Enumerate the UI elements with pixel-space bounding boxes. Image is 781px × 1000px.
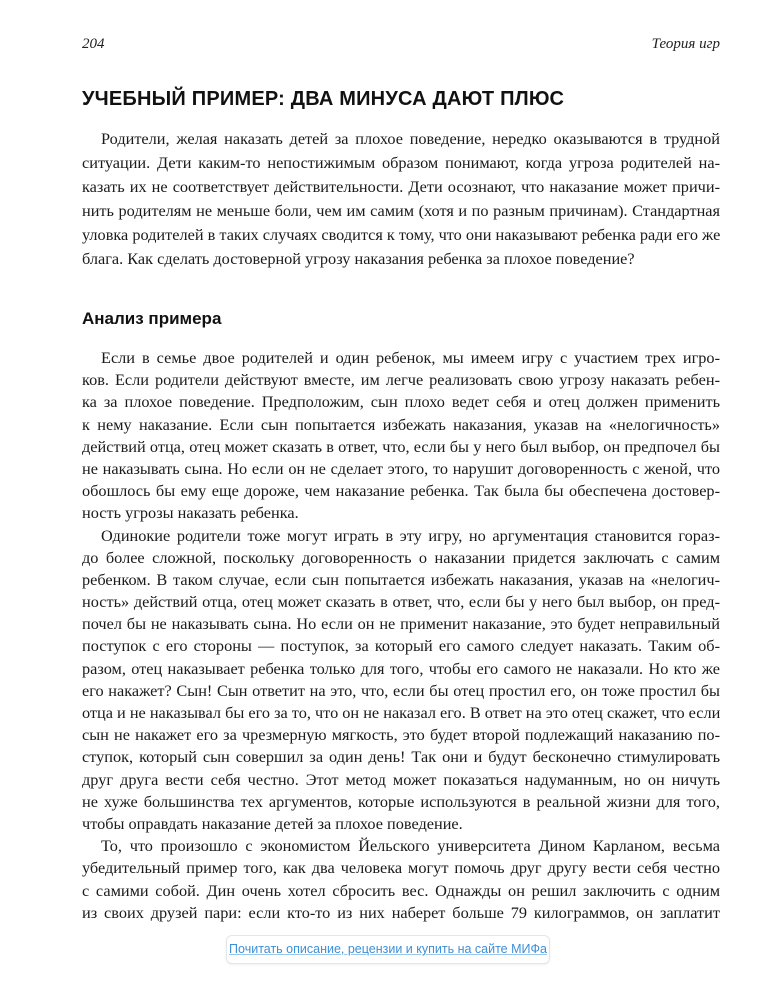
text-line: Родители, желая наказать детей за плохое поведение, нередко оказываются в трудной xyxy=(101,129,720,148)
analysis-section xyxy=(82,347,720,924)
text-line: сын не накажет его за чрезмерную мягкость, это будет второй подлежащий наказанию по- xyxy=(82,725,720,745)
text-line: его накажет? Сын! Сын ответит на это, что, если бы отец простил его, он тоже простил бы xyxy=(82,680,720,700)
text-line: из своих друзей пари: если кто-то из них наберет больше 79 килограммов, он заплатит xyxy=(82,902,720,922)
text-line: уловка родителей в таких случаях сводится к тому, что они наказывают ребенка ради его же xyxy=(82,225,721,244)
text-line: почел бы не наказывать сына. Но если он не применит наказание, это будет неправильный xyxy=(82,614,720,634)
buy-link[interactable]: Почитать описание, рецензии и купить на сайте МИФа xyxy=(229,942,547,956)
text-line: ность» действий отца, отец может сказать в ответ, что, если бы у него был выбор, он пред- xyxy=(82,592,720,612)
text-line: ка за плохое поведение. Предположим, сын плохо ведет себя и отец должен применить xyxy=(82,392,720,412)
text-line: убедительный пример того, как два человека могут помочь друг другу вести себя честно xyxy=(82,858,720,878)
text-line: нить родителям не меньше боли, чем им самим (хотя и по разным причинам). Стандартная xyxy=(82,201,720,220)
text-line: обошлось бы ему еще дороже, чем наказание ребенка. Так была бы обеспечена достовер- xyxy=(82,481,720,501)
text-line: друг друга вести себя честно. Этот метод может показаться надуманным, но он ничуть xyxy=(82,769,720,789)
text-line: действий отца, отец может сказать в ответ, что, если бы у него был выбор, он предпочел бы xyxy=(82,436,720,456)
text-line: отца и не наказывал бы его за то, что он не наказал его. В ответ на это отец скажет, что если xyxy=(82,703,721,722)
text-line: То, что произошло с экономистом Йельского университета Дином Карланом, весьма xyxy=(101,836,720,856)
intro-paragraph xyxy=(82,127,720,271)
text-line: Одинокие родители тоже могут играть в эту игру, но аргументация становится гораз- xyxy=(101,525,720,545)
text-line: не хуже большинства тех аргументов, которые используются в реальной жизни для того, xyxy=(82,791,720,811)
text-line: поступок с его стороны — поступок, за который его самого следует наказать. Таким об- xyxy=(82,636,720,656)
text-line: ситуации. Дети каким-то непостижимым образом понимают, когда угроза родителей на- xyxy=(82,153,720,172)
text-line: ков. Если родители действуют вместе, им легче реализовать свою угрозу наказать ребен- xyxy=(82,370,720,390)
text-line: блага. Как сделать достоверной угрозу наказания ребенка за плохое поведение? xyxy=(82,249,635,268)
paragraph-3 xyxy=(82,525,720,836)
buy-banner xyxy=(226,935,550,964)
text-line: Если в семье двое родителей и один ребенок, мы имеем игру с участием трех игро- xyxy=(101,348,720,367)
text-line: разом, отец наказывает ребенка только для того, чтобы его самого не наказали. Но кто же xyxy=(82,658,720,678)
paragraph-4 xyxy=(82,835,720,924)
running-title: Теория игр xyxy=(651,36,720,52)
subheading: Анализ примера xyxy=(82,309,222,328)
paragraph-2 xyxy=(82,347,720,525)
text-line: ребенком. В таком случае, если сын попытается избежать наказания, указав на «нелогич- xyxy=(82,569,720,589)
text-line: не наказывать сына. Но если он не сделает этого, то нарушит договоренность с женой, что xyxy=(82,458,720,478)
text-line: ность угрозы наказать ребенка. xyxy=(82,503,299,523)
page-number: 204 xyxy=(82,36,105,52)
text-line: до более сложной, поскольку договоренность о наказании придется заключать с самим xyxy=(82,547,720,567)
text-line: с самими собой. Дин очень хотел сбросить вес. Однажды он решил заключить с одним xyxy=(82,880,720,900)
section-title: УЧЕБНЫЙ ПРИМЕР: ДВА МИНУСА ДАЮТ ПЛЮС xyxy=(82,88,565,110)
text-line: казать их не соответствует действительности. Дети осознают, что наказание может причи- xyxy=(82,177,720,196)
text-line: к нему наказание. Если сын попытается избежать наказания, указав на «нелогичность» xyxy=(82,414,720,434)
text-line: чтобы оправдать наказание детей за плохое поведение. xyxy=(82,813,463,833)
text-line: ступок, который сын совершил за один день! Так они и будут бесконечно стимулировать xyxy=(82,747,720,767)
